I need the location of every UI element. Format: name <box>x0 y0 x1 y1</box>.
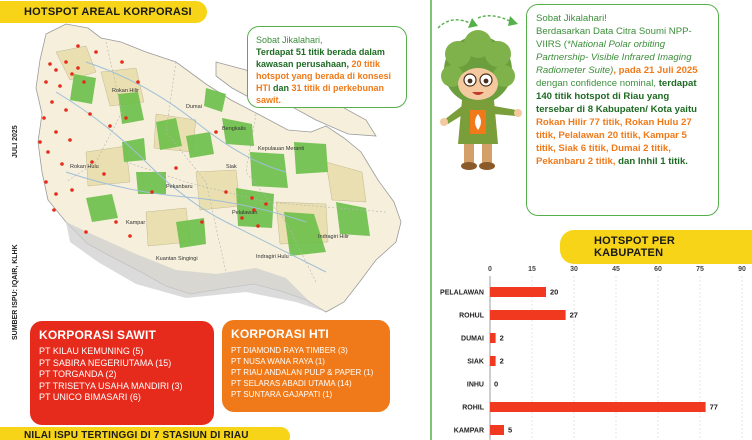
main-note-s1: Berdasarkan Data Citra Soumi NPP-VIIRS ( <box>536 26 692 50</box>
bar <box>490 333 496 343</box>
corp-sawit-box <box>30 321 214 425</box>
bar <box>490 287 546 297</box>
map-note <box>247 26 407 108</box>
map-label-siak: Siak <box>226 164 237 170</box>
map-label-bengkalis: Bengkalis <box>222 126 246 132</box>
category-label: SIAK <box>467 358 484 366</box>
x-tick-label: 45 <box>612 266 620 273</box>
corp-sawit-item: PT KILAU KEMUNING (5) <box>39 346 144 356</box>
section-title-ispu: NILAI ISPU TERTINGGI DI 7 STASIUN DI RIAU <box>0 427 290 440</box>
map-note-p3: dan <box>270 83 292 93</box>
corp-sawit-item: PT SABIRA NEGERIUTAMA (15) <box>39 357 172 368</box>
section-title-areal: HOTSPOT AREAL KORPORASI <box>0 1 207 23</box>
section-title-kabupaten: HOTSPOT PER KABUPATEN <box>560 230 752 264</box>
category-label: DUMAI <box>461 335 484 343</box>
map-label-kampar: Kampar <box>126 220 146 226</box>
x-tick-label: 75 <box>696 266 704 273</box>
data-label: 5 <box>508 425 513 435</box>
x-tick-label: 90 <box>738 266 746 273</box>
map-note-greeting: Sobat Jikalahari, <box>256 35 323 45</box>
main-note-s2: *National Polar orbiting Partnership- Visible Infrared Imaging Radiometer Suite) <box>536 39 692 76</box>
data-label: 77 <box>709 402 718 412</box>
main-note-s5: terdapat 140 titik hotspot <box>536 78 697 102</box>
bar <box>490 425 504 435</box>
map-label-rokan-hulu: Rokan Hulu <box>70 164 99 170</box>
map-label-rokan-hilir: Rokan Hilir <box>112 88 139 94</box>
map-label-indragiri-hulu: Indragiri Hulu <box>256 254 289 260</box>
category-label: PELALAWAN <box>440 289 484 297</box>
data-label: 20 <box>550 287 559 297</box>
bar <box>490 402 706 412</box>
bar <box>490 356 496 366</box>
corp-hti-title: KORPORASI HTI <box>231 327 329 341</box>
main-note <box>526 4 719 216</box>
source-label: SUMBER ISPU: IQAIR, KLHK <box>12 244 19 340</box>
category-label: KAMPAR <box>453 427 484 435</box>
map-label-indragiri-hilir: Indragiri Hilir <box>318 234 349 240</box>
hotspot-bar-chart <box>436 262 752 440</box>
map-label-kuantan-singingi: Kuantan Singingi <box>156 256 198 262</box>
main-note-s6: di Riau yang tersebar di 8 Kabupaten/ Kota yaitu <box>536 91 697 115</box>
data-label: 2 <box>499 333 504 343</box>
category-label: ROHIL <box>462 404 484 412</box>
map-note-p4: 31 titik di perkebunan sawit. <box>256 83 385 105</box>
x-tick-label: 0 <box>488 266 492 273</box>
main-note-s8: dan Inhil 1 titik. <box>615 156 688 167</box>
data-label: 27 <box>569 310 578 320</box>
x-tick-label: 15 <box>528 266 536 273</box>
main-note-greeting: Sobat Jikalahari! <box>536 13 607 24</box>
corp-hti-item: PT SELARAS ABADI UTAMA (14) <box>231 379 352 388</box>
data-label: 0 <box>494 379 499 389</box>
corp-sawit-item: PT TRISETYA USAHA MANDIRI (3) <box>39 380 183 391</box>
map-label-dumai: Dumai <box>186 104 202 110</box>
main-note-s3: , pada 21 Juli 2025 <box>613 65 698 76</box>
category-label: ROHUL <box>459 312 484 320</box>
corp-hti-item: PT DIAMOND RAYA TIMBER (3) <box>231 346 348 355</box>
main-note-s4: dengan confidence nominal, <box>536 78 659 89</box>
corp-hti-item: PT NUSA WANA RAYA (1) <box>231 357 325 366</box>
mascot-tree-character <box>432 14 524 176</box>
corp-hti-item: PT RIAU ANDALAN PULP & PAPER (1) <box>231 368 374 377</box>
bar <box>490 310 566 320</box>
map-label-pekanbaru: Pekanbaru <box>166 184 193 190</box>
corp-hti-item: PT SUNTARA GAJAPATI (1) <box>231 390 333 399</box>
map-note-p1: Terdapat 51 titik berada dalam kawasan perusahaan, <box>256 47 385 69</box>
data-label: 2 <box>499 356 504 366</box>
corp-sawit-item: PT UNICO BIMASARI (6) <box>39 392 141 403</box>
x-tick-label: 30 <box>570 266 578 273</box>
map-note-p2: 20 titik hotspot yang berada di konsesi HTI <box>256 59 392 93</box>
corp-hti-box <box>222 320 390 412</box>
date-label: JULI 2025 <box>12 125 19 158</box>
map-label-meranti: Kepulauan Meranti <box>258 146 305 152</box>
x-tick-label: 60 <box>654 266 662 273</box>
main-note-s7: Rokan Hilir 77 titik, Rokan Hulu 27 titik, Pelalawan 20 titik, Kampar 5 titik, Siak 6 titik, Dumai 2 titik, Pekanbaru 2 titik, <box>536 117 692 167</box>
corp-sawit-title: KORPORASI SAWIT <box>39 328 157 342</box>
corp-sawit-item: PT TORGANDA (2) <box>39 369 117 380</box>
map-label-pelalawan: Pelalawan <box>232 210 258 216</box>
category-label: INHU <box>466 381 484 389</box>
